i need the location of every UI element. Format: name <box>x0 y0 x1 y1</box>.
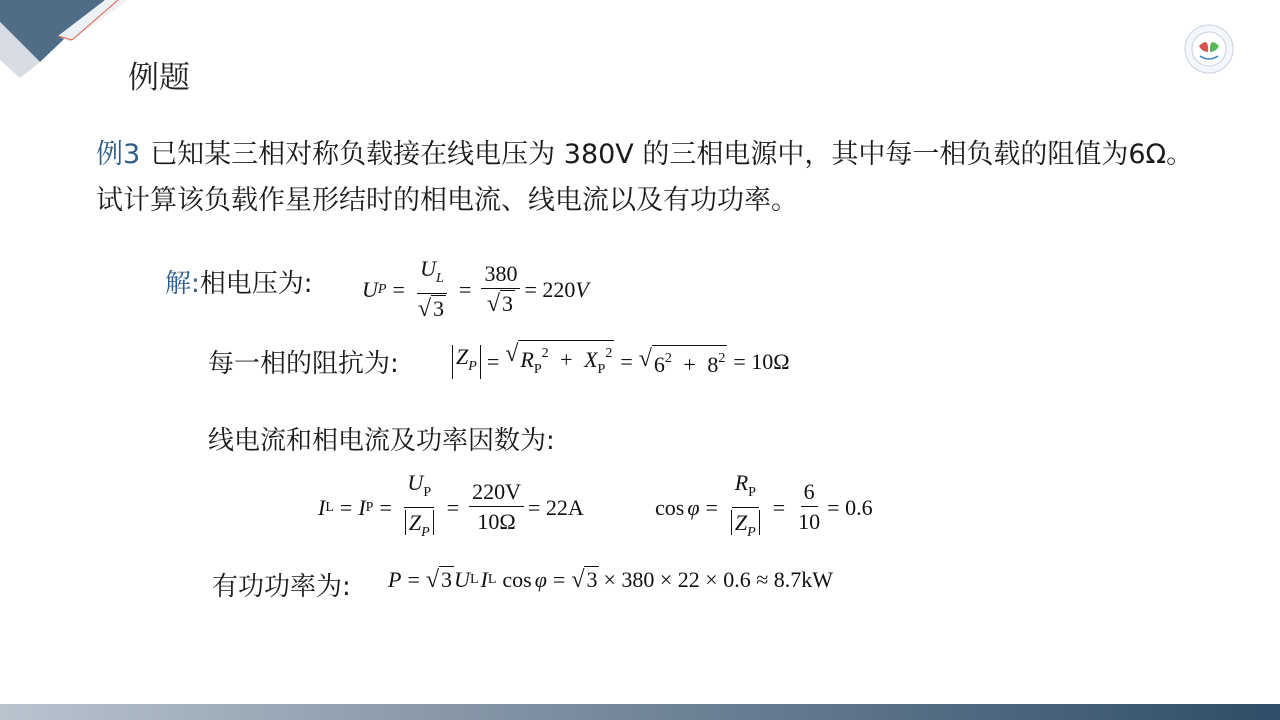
var-IL-p: I <box>480 567 488 592</box>
sub-L: L <box>436 271 444 286</box>
sub-P-i: P <box>365 499 374 515</box>
func-cos: cos <box>655 494 685 520</box>
fraction-380-sqrt3: 380 √ 3 <box>481 261 520 318</box>
var-RP: R <box>734 470 749 495</box>
fraction-RP-ZP <box>728 470 763 545</box>
sub-P-zd2: P <box>747 525 756 540</box>
fraction-220-10 <box>469 479 524 536</box>
value-10: 10 <box>798 509 821 534</box>
var-UL: U <box>420 256 436 281</box>
unit-V: V <box>575 276 589 302</box>
result-10-ohm: = 10Ω <box>733 348 790 374</box>
sqrt-3d: 3 <box>586 567 598 592</box>
sqrt-3c: 3 <box>441 567 453 592</box>
var-UP: U <box>407 470 424 495</box>
solution-marker: 解: <box>165 269 200 299</box>
value-10ohm: 10Ω <box>477 509 516 534</box>
var-U: U <box>362 276 378 302</box>
fraction-UL-sqrt3: $U_L$ √ 3 <box>415 256 449 323</box>
result-220: = 220 <box>524 276 576 302</box>
page-title: 例题 <box>128 60 190 96</box>
var-IP: I <box>358 494 366 520</box>
var-Z-den2: Z <box>734 510 748 535</box>
square-r: 2 <box>541 346 549 361</box>
var-UL-p: U <box>454 567 470 592</box>
sub-P-x: P <box>597 362 606 377</box>
problem-text: 已知某三相对称负载接在线电压为 380V 的三相电源中，其中每一相负载的阻值为6Ω。试计算该负载作星形结时的相电流、线电流以及有功功率。 <box>96 139 1194 216</box>
step1-label-group <box>165 263 313 300</box>
corner-decoration <box>0 0 140 100</box>
formula-phase-voltage: U P = $U_L$ √ 3 = 380 √ 3 = 220 V <box>362 256 589 322</box>
result-22A: = 22A <box>527 494 584 520</box>
sub-P-zd: P <box>421 525 430 540</box>
square-6: 2 <box>664 351 672 366</box>
step2-label: 每一相的阻抗为: <box>208 349 399 379</box>
value-6: 6 <box>653 352 665 377</box>
square-x: 2 <box>605 346 613 361</box>
square-8: 2 <box>718 351 726 366</box>
problem-tag: 例3 <box>96 139 141 170</box>
sub-P: P <box>377 281 387 297</box>
value-220V: 220V <box>469 479 524 507</box>
var-X: X <box>584 347 598 372</box>
value-380: 380 <box>481 261 520 289</box>
sqrt-3: 3 <box>433 296 445 321</box>
sub-P-r: P <box>533 362 542 377</box>
formula-currents: I L = I P = $\frac{U_P}{Z_P}$ = $\frac{220V}{10\Omega}$ = 22A <box>318 470 584 545</box>
step4-label: 有功功率为: <box>212 572 351 602</box>
step1-label: 相电压为: <box>199 269 313 299</box>
result-0-6: = 0.6 <box>827 494 873 520</box>
sqrt-3b: 3 <box>502 291 514 316</box>
value-6n: 6 <box>801 479 818 507</box>
value-8: 8 <box>707 352 719 377</box>
func-cos-p: cos <box>502 567 532 592</box>
sub-P-rp: P <box>748 485 756 500</box>
var-R: R <box>520 347 534 372</box>
bottom-bar <box>0 704 1280 720</box>
var-phi-p: φ <box>534 567 547 592</box>
problem-statement <box>96 132 1206 224</box>
var-phi: φ <box>687 494 700 520</box>
sub-L-p: L <box>469 572 479 587</box>
step3-label: 线电流和相电流及功率因数为: <box>208 426 555 456</box>
var-Z-den: Z <box>408 510 422 535</box>
sub-P-u: P <box>423 485 432 500</box>
sub-L-ip: L <box>487 572 497 587</box>
var-IL: I <box>318 494 326 520</box>
fraction-6-10 <box>795 479 823 536</box>
fraction-UP-ZP <box>402 470 437 545</box>
sub-L-i: L <box>325 499 334 515</box>
result-8-7kW: × 380 × 22 × 0.6 ≈ 8.7kW <box>603 567 834 592</box>
var-Z: Z <box>456 343 469 369</box>
formula-power-factor: cos φ = $\frac{R_P}{Z_P}$ = $\frac{6}{10}$ = 0.6 <box>655 470 873 545</box>
sub-P-z: P <box>468 358 477 374</box>
school-logo <box>1184 24 1234 74</box>
formula-impedance: $Z_P$ = √ $R_P^2 + X_P^2$ = √ $6^2 + 8^2$ = 10Ω <box>452 340 790 383</box>
formula-active-power: P = √ 3 U L I L cos φ = √ 3 × 380 × 22 × 0.6 ≈ 8.7kW <box>388 567 834 593</box>
var-P: P <box>388 567 402 592</box>
